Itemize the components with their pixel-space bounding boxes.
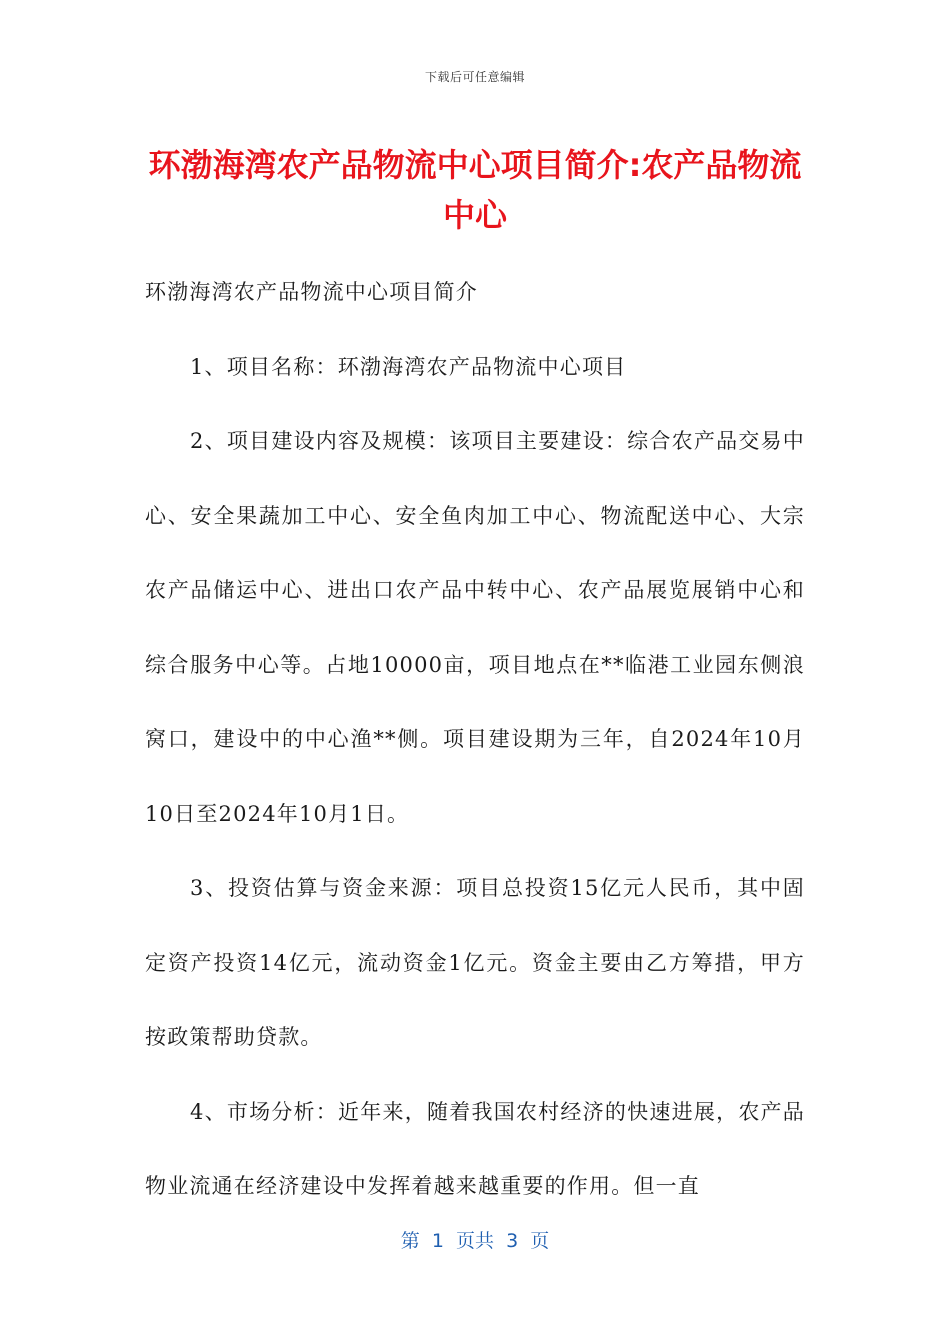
paragraph-market-analysis: 4、市场分析：近年来，随着我国农村经济的快速进展，农产品物业流通在经济建设中发挥着越来越重要的作用。但一直 xyxy=(145,1099,805,1198)
document-subtitle: 环渤海湾农产品物流中心项目简介 xyxy=(145,280,478,304)
document-title: 环渤海湾农产品物流中心项目简介:农产品物流中心 xyxy=(148,146,802,234)
document-body xyxy=(145,255,805,1224)
paragraph-project-scope: 2、项目建设内容及规模：该项目主要建设：综合农产品交易中心、安全果蔬加工中心、安全鱼肉加工中心、物流配送中心、大宗农产品储运中心、进出口农产品中转中心、农产品展览展销中心和综合服务中心等。占地10000亩，项目地点在**临港工业园东侧浪窝口，建设中的中心渔**侧。项目建设期为三年，自2024年10月10日至2024年10月1日。 xyxy=(145,429,805,826)
page-number-footer: 第 1 页共 3 页 xyxy=(400,1230,550,1252)
header-note: 下载后可任意编辑 xyxy=(424,70,525,84)
paragraph-project-name: 1、项目名称：环渤海湾农产品物流中心项目 xyxy=(190,354,627,379)
paragraph-investment: 3、投资估算与资金来源：项目总投资15亿元人民币，其中固定资产投资14亿元，流动资金1亿元。资金主要由乙方筹措，甲方按政策帮助贷款。 xyxy=(145,876,805,1049)
